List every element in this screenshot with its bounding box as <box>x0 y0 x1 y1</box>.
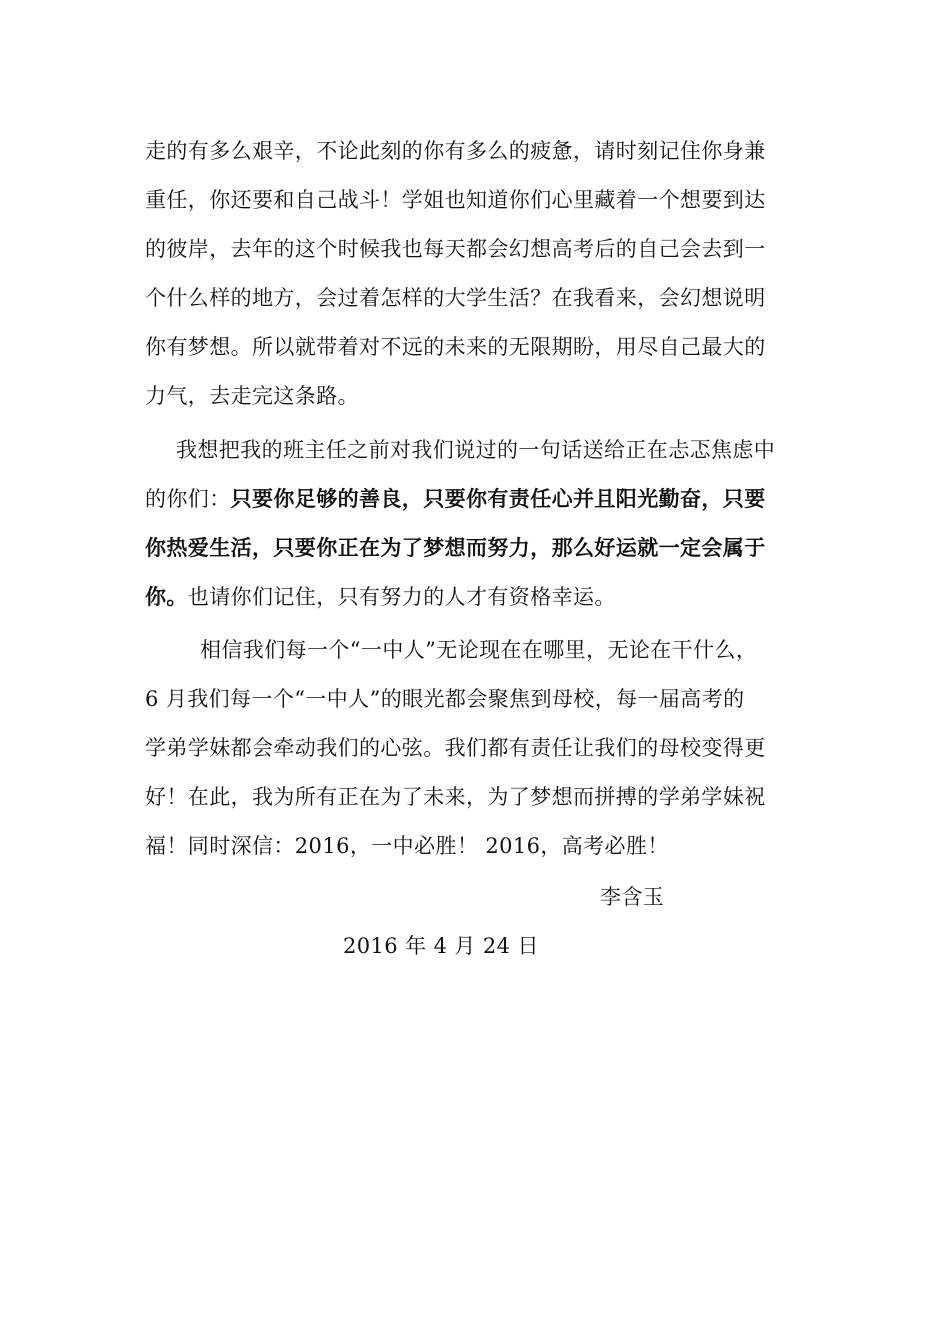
paragraph-1-line-2: 重任，你还要和自己战斗！学姐也知道你们心里藏着一个想要到达 <box>145 188 766 212</box>
paragraph-2-line-1: 我想把我的班主任之前对我们说过的一句话送给正在忐忑焦虑中 <box>176 438 776 462</box>
paragraph-1-line-4: 个什么样的地方，会过着怎样的大学生活？在我看来，会幻想说明 <box>145 286 766 310</box>
paragraph-2-line-4 <box>145 580 616 614</box>
paragraph-1-line-1: 走的有多么艰辛，不论此刻的你有多么的疲惫，请时刻记住你身兼 <box>145 139 766 163</box>
paragraph-3-line-3: 学弟学妹都会牵动我们的心弦。我们都有责任让我们的母校变得更 <box>145 736 766 760</box>
paragraph-1-line-5: 你有梦想。所以就带着对不远的未来的无限期盼，用尽自己最大的 <box>145 335 766 359</box>
paragraph-2-line-4-plain: 也请你们记住，只有努力的人才有资格幸运。 <box>187 585 616 609</box>
paragraph-1-line-6: 力气，去走完这条路。 <box>145 384 359 408</box>
paragraph-3-line-2: 6 月我们每一个“一中人”的眼光都会聚焦到母校，每一届高考的 <box>145 687 745 711</box>
paragraph-2-line-3-bold: 你热爱生活，只要你正在为了梦想而努力，那么好运就一定会属于 <box>145 535 766 560</box>
paragraph-2-line-4-bold: 你。 <box>145 584 188 609</box>
paragraph-1-line-3: 的彼岸，去年的这个时候我也每天都会幻想高考后的自己会去到一 <box>145 237 766 261</box>
paragraph-3-line-1: 相信我们每一个“一中人”无论现在在哪里，无论在干什么， <box>200 638 758 662</box>
paragraph-2-line-2-plain: 的你们： <box>145 487 231 511</box>
paragraph-3-line-5: 福！同时深信：2016，一中必胜！ 2016，高考必胜！ <box>145 834 669 858</box>
date: 2016 年 4 月 24 日 <box>343 934 539 958</box>
signature: 李含玉 <box>600 885 665 909</box>
paragraph-2-line-2-bold: 只要你足够的善良，只要你有责任心并且阳光勤奋，只要 <box>230 486 766 511</box>
paragraph-3-line-4: 好！在此，我为所有正在为了未来，为了梦想而拼搏的学弟学妹祝 <box>145 785 766 809</box>
paragraph-2-line-2 <box>145 482 766 516</box>
